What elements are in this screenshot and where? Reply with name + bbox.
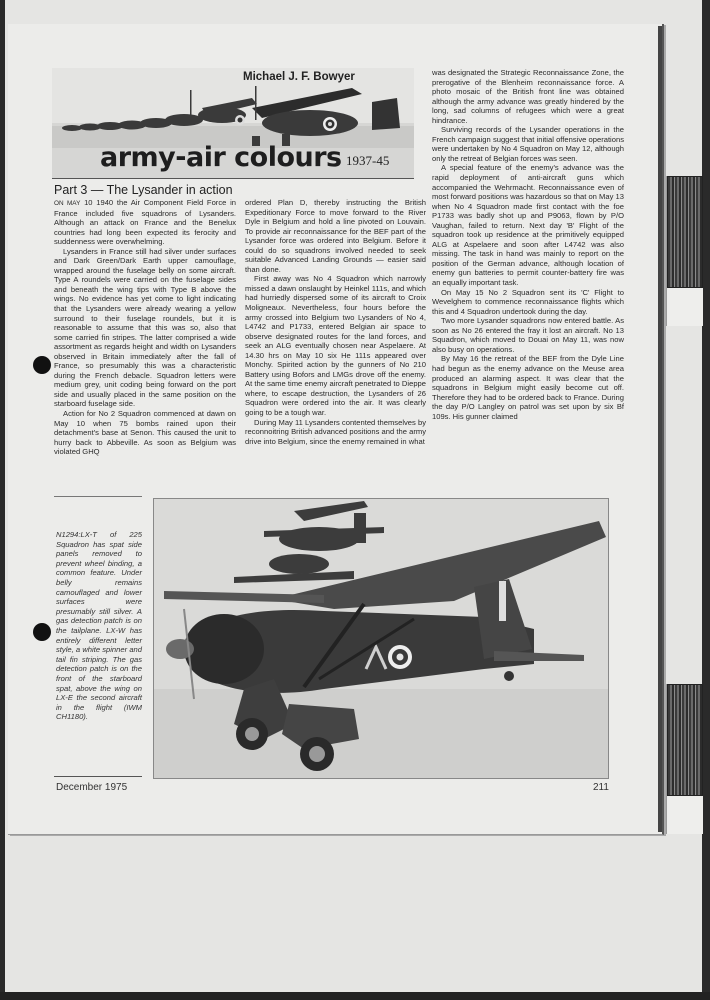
lysander-formation-illustration [154, 499, 608, 778]
issue-date: December 1975 [56, 782, 128, 793]
cloud-haze [154, 689, 608, 778]
paragraph: ON MAY 10 1940 the Air Component Field Force in France included five squadrons of Lysanders. Although an attack on France and the Benelux countries had long been expected its ferocity and suddenness were overwhelming. [54, 198, 236, 247]
paragraph: By May 16 the retreat of the BEF from the Dyle Line had begun as the enemy advance on the Meuse area produced an alarming aspect. It was clear that the squadrons in Belgium might easily become cut off. Therefore they had to be ordered back to France. During the day P/O Langley on patrol was set upon by six Bf 109s. His gunner claimed [432, 354, 624, 421]
paragraph: Two more Lysander squadrons now entered battle. As soon as No 26 entered the fray it lost an aircraft. No 13 Squadron, which moved to Douai on May 11, was now also busy on operations. [432, 316, 624, 354]
text-column-1 [54, 198, 236, 457]
fin-stripe [499, 581, 506, 621]
roundel-center [397, 654, 404, 661]
punch-hole-lower [33, 623, 51, 641]
text-column-2 [245, 198, 426, 446]
punch-hole-upper [33, 356, 51, 374]
scanner-frame-bottom [0, 992, 710, 1000]
footer-rule [54, 776, 142, 777]
paragraph: Action for No 2 Squadron commenced at dawn on May 10 when 75 bombs rained upon their detachment's base at Senon. This caused the unit to hurry back to Abbeville. As soon as Belgium was violated GHQ [54, 409, 236, 457]
index-tab-upper [667, 176, 703, 288]
paragraph: ordered Plan D, thereby instructing the British Expeditionary Force to move forward to the River Dyle in Belgium and hold a line pivoted on Louvain. To provide air reconnaissance for the BEF part of the Lysander force was ordered into Belgium. Before it could do so squadrons involved needed to seek suitable Advanced Landing Grounds — easier said than done. [245, 198, 426, 274]
scanner-frame-left [0, 0, 5, 1000]
index-tab-lower [667, 684, 703, 796]
text-column-3 [432, 68, 624, 421]
article-heading: Part 3 — The Lysander in action [54, 183, 233, 197]
caption-rule-top [54, 496, 142, 497]
page-number: 211 [593, 782, 609, 793]
lead-in-smallcaps: ON MAY [54, 200, 81, 207]
tail-wheel [504, 671, 514, 681]
paragraph: Surviving records of the Lysander operations in the French campaign suggest that initial offensive operations were undertaken by No 4 Squadron on May 12, although only the retreat of Belgian forces was seen. [432, 125, 624, 163]
paragraph: During May 11 Lysanders contented themselves by reconnoitring British advanced positions and the army drive into Belgium, since the enemy remained in what [245, 417, 426, 446]
author-byline: Michael J. F. Bowyer [243, 71, 355, 83]
series-years: 1937-45 [346, 153, 390, 168]
paragraph: was designated the Strategic Reconnaissance Zone, the prerogative of the Blenheim reconnaissance force. A photo mosaic of the British front line was obtained although the army advance was greatly hindered by the long, sad columns of refugees which were a great hindrance. [432, 68, 624, 125]
series-title: army-air colours [100, 142, 342, 173]
engine-cowling [184, 614, 264, 684]
scanner-frame-right [702, 0, 710, 1000]
page-edge [658, 26, 662, 832]
paragraph: A special feature of the enemy's advance was the rapid deployment of anti-aircraft guns which accompanied the Wehrmacht. Reconnaissance even of most forward positions was hazardous so that on May 13 when No 4 Squadron made first contact with the foe P1733 was badly shot up and P9063, flown by P/O Vaughan, failed to return. Next day 'B' Flight of the squadron took up residence at the primitively equipped ALG at Aspelaere and soon after L4742 was also missing. The task in hand was mainly to report on the position of the German advance, although location of enemy gun batteries to permit counter-battery fire was an equally important task. [432, 163, 624, 288]
paragraph: On May 15 No 2 Squadron sent its 'C' Flight to Wevelghem to commence reconnaissance flights which this and 4 Squadron undertook during the day. [432, 287, 624, 316]
photo-caption: N1294:LX-T of 225 Squadron has spat side panels removed to prevent wheel binding, a common feature. Under belly remains camouflaged and lower surfaces were presumably still silver. A gas detection patch is on the tailplane. LX-W has entirely different letter style, a white spinner and tail fin striping. The gas detection patch is on the front of the starboard spat, above the wing on LX-E the second aircraft in the flight (IWM CH1180). [56, 530, 142, 722]
paragraph: First away was No 4 Squadron which narrowly missed a dawn onslaught by Heinkel 111s, and which had hurriedly dispersed some of its aircraft to Croix Moligneaux. Nevertheless, four hours before the army crossed into Belgium two Lysanders of No 4, L4742 and P1733, entered Belgian air space to observe designated routes for the land forces, and seek an ALG eventually chosen near Aspelaere. At 14.30 hrs on May 10 six He 111s appeared over Monchy. Spirited action by the gunners of No 210 Battery using Bofors and LMGs drove off the enemy. At the same time enemy aircraft penetrated to Dieppe where, to escape destruction, the Lysanders of 26 Squadron were ordered into the air. It was clearly going to be a tough war. [245, 274, 426, 418]
paragraph: Lysanders in France still had silver under surfaces and Dark Green/Dark Earth upper camouflage, wrapped around the fuselage belly on some aircraft. Type A roundels were carried on the fuselage sides and beneath the wing tips with Type B above the wings. No evidence has yet come to light indicating that the Lysanders were already wearing a yellow surround to their fuselage roundels, but it is reasonable to assume that this was so, also that some carried fin stripes. The latter comprised a wide assortment as regards height and width on Lysanders observed in Britain immediately after the fall of France, so presumably this was a characteristic during the French debacle. Squadron letters were medium grey, unit coding being forward on the port side and usually placed in the same position on the starboard fuselage side. [54, 246, 236, 409]
lysander-photo [153, 498, 609, 779]
